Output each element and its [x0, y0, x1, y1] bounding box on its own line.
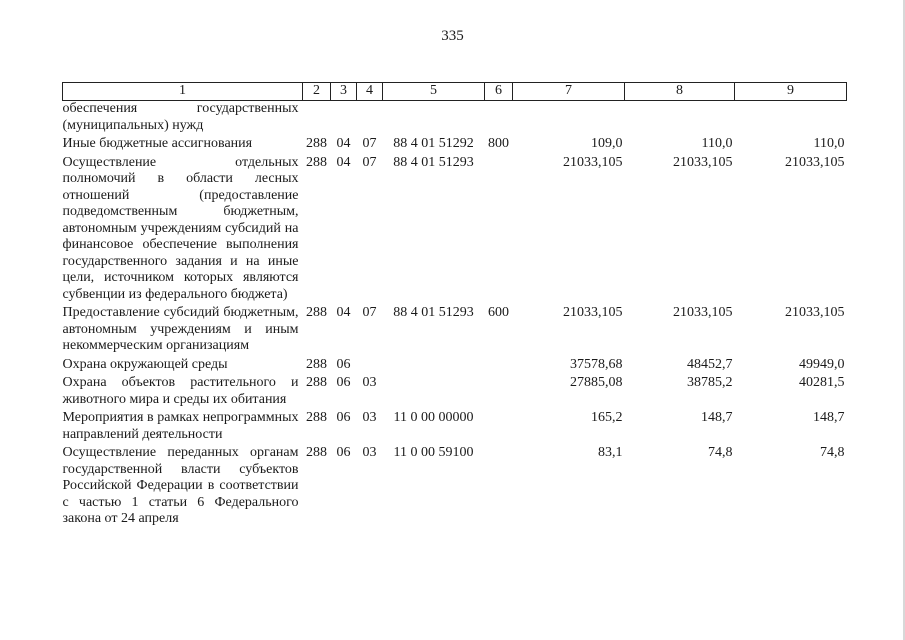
cell-name: Охрана окружающей среды [62, 356, 228, 372]
cell-value-9: 40281,5 [799, 375, 845, 390]
budget-table [62, 82, 847, 530]
cell-code-4: 07 [362, 136, 377, 151]
cell-value-9: 21033,105 [785, 305, 845, 320]
table-row [63, 305, 847, 357]
table-body [63, 101, 847, 530]
header-col-5: 5 [383, 83, 485, 101]
cell-name: Осуществление отдельных полномочий в области лесных отношений (предоставление подведомственным бюджетным, автономным учреждениям субсидий на финансовое обеспечение выполнения государственного задания и на иные цели, источником которых являются субвенции из федерального бюджета) [62, 154, 299, 302]
cell-name: Осуществление переданных органам государственной власти субъектов Российской Федерации в соответствии с частью 1 статьи 6 Федерального закона от 24 апреля [62, 445, 299, 526]
cell-code-5: 88 4 01 51293 [393, 305, 474, 320]
table-row [63, 136, 847, 155]
cell-value-9 [735, 101, 847, 137]
cell-code-3 [331, 101, 357, 137]
cell-value-7: 37578,68 [570, 356, 623, 372]
cell-code-3: 04 [336, 154, 351, 170]
cell-code-4 [357, 357, 383, 376]
cell-value-7: 165,2 [591, 410, 623, 425]
cell-value-9: 110,0 [813, 136, 845, 151]
cell-name: Иные бюджетные ассигнования [62, 136, 253, 151]
cell-code-3: 06 [336, 356, 351, 372]
cell-value-8: 21033,105 [673, 305, 733, 320]
cell-code-4: 03 [362, 375, 377, 390]
cell-code-5 [383, 375, 485, 410]
cell-value-7 [513, 101, 625, 137]
table-row [63, 101, 847, 137]
table-row [63, 357, 847, 376]
cell-name: Охрана объектов растительного и животного мира и среды их обитания [62, 375, 299, 407]
cell-name: обеспечения государственных (муниципальных) нужд [62, 101, 299, 133]
cell-code-2: 288 [306, 154, 327, 170]
cell-code-6 [485, 445, 513, 530]
header-col-6: 6 [485, 83, 513, 101]
table-row [63, 155, 847, 306]
cell-code-4: 07 [362, 305, 377, 320]
cell-value-7: 21033,105 [563, 154, 623, 170]
header-col-7: 7 [513, 83, 625, 101]
cell-code-6 [485, 375, 513, 410]
cell-name: Мероприятия в рамках непрограммных направлений деятельности [62, 410, 299, 442]
cell-value-8: 38785,2 [687, 375, 733, 390]
cell-code-3: 06 [336, 445, 351, 460]
cell-code-4: 03 [362, 410, 377, 425]
cell-value-8: 74,8 [708, 445, 733, 460]
cell-code-3: 04 [336, 305, 351, 320]
cell-code-4: 03 [362, 445, 377, 460]
cell-value-8: 110,0 [701, 136, 733, 151]
cell-code-6: 800 [488, 136, 509, 151]
cell-code-6 [485, 101, 513, 137]
cell-value-9: 49949,0 [799, 356, 845, 372]
cell-name: Предоставление субсидий бюджетным, автономным учреждениям и иным некоммерческим организациям [62, 305, 299, 353]
cell-value-7: 83,1 [598, 445, 623, 460]
cell-code-4: 07 [362, 154, 377, 170]
cell-code-3: 04 [336, 136, 351, 151]
cell-code-5: 11 0 00 00000 [393, 410, 474, 425]
cell-code-6 [485, 410, 513, 445]
table-row [63, 375, 847, 410]
cell-code-5 [383, 101, 485, 137]
header-col-3: 3 [331, 83, 357, 101]
cell-code-2: 288 [306, 410, 327, 425]
cell-code-2: 288 [306, 445, 327, 460]
cell-code-2: 288 [306, 356, 327, 372]
cell-code-5: 88 4 01 51292 [393, 136, 474, 151]
page-number: 335 [441, 28, 464, 44]
table-row [63, 445, 847, 530]
header-col-9: 9 [735, 83, 847, 101]
cell-code-2: 288 [306, 136, 327, 151]
cell-value-9: 148,7 [813, 410, 845, 425]
cell-value-8: 148,7 [701, 410, 733, 425]
cell-value-8 [625, 101, 735, 137]
cell-value-7: 109,0 [591, 136, 623, 151]
cell-code-3: 06 [336, 375, 351, 390]
cell-value-9: 74,8 [820, 445, 845, 460]
cell-code-6: 600 [488, 305, 509, 320]
cell-value-9: 21033,105 [785, 154, 845, 170]
header-col-4: 4 [357, 83, 383, 101]
cell-value-8: 21033,105 [673, 154, 733, 170]
cell-value-7: 27885,08 [570, 375, 623, 390]
cell-value-8: 48452,7 [687, 356, 733, 372]
cell-code-3: 06 [336, 410, 351, 425]
cell-code-2: 288 [306, 375, 327, 390]
header-col-1: 1 [63, 83, 303, 101]
cell-code-6 [485, 357, 513, 376]
header-col-2: 2 [303, 83, 331, 101]
table-header [63, 83, 847, 101]
cell-code-6 [485, 155, 513, 306]
header-col-8: 8 [625, 83, 735, 101]
cell-code-5: 88 4 01 51293 [393, 154, 474, 170]
cell-code-5 [383, 357, 485, 376]
cell-code-4 [357, 101, 383, 137]
table-row [63, 410, 847, 445]
cell-code-2 [303, 101, 331, 137]
cell-code-5: 11 0 00 59100 [393, 445, 474, 460]
cell-value-7: 21033,105 [563, 305, 623, 320]
cell-code-2: 288 [306, 305, 327, 320]
